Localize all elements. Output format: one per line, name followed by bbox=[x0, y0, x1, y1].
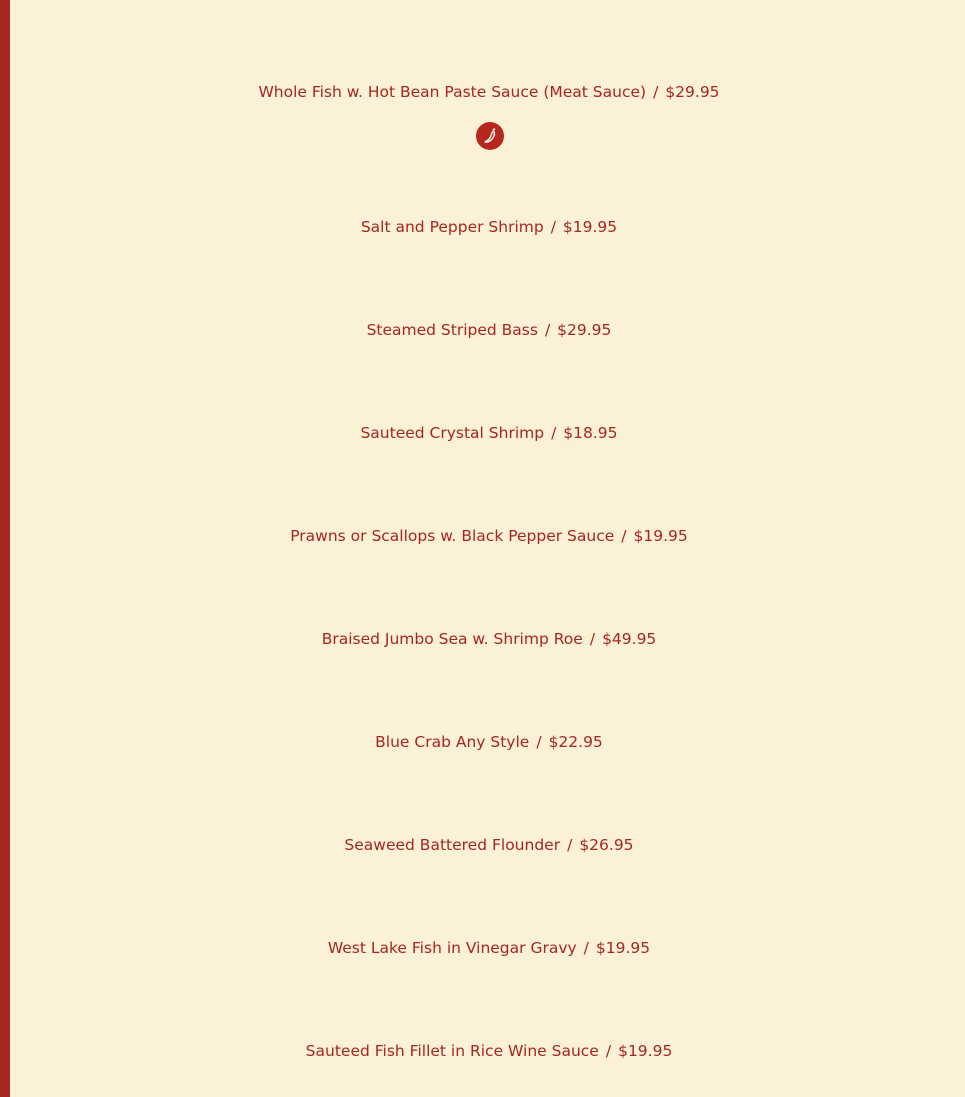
menu-item-separator: / bbox=[551, 424, 557, 442]
menu-item-separator: / bbox=[589, 630, 596, 648]
menu-item-name: Blue Crab Any Style bbox=[375, 733, 530, 751]
menu-item-price: $49.95 bbox=[602, 630, 657, 648]
menu-item-separator: / bbox=[567, 836, 573, 854]
menu-item-price: $19.95 bbox=[595, 939, 651, 957]
menu-item bbox=[10, 217, 965, 237]
menu-item-price: $22.95 bbox=[548, 733, 603, 751]
menu-item-separator: / bbox=[536, 733, 542, 751]
menu-item-separator: / bbox=[550, 218, 556, 236]
menu-item-name: Salt and Pepper Shrimp bbox=[360, 218, 544, 236]
menu-item-name: Sauteed Fish Fillet in Rice Wine Sauce bbox=[305, 1042, 599, 1060]
menu-item-price: $18.95 bbox=[563, 424, 618, 442]
menu-item bbox=[10, 835, 965, 855]
menu-item-price: $29.95 bbox=[665, 83, 720, 101]
menu-item bbox=[10, 423, 965, 443]
menu-item-separator: / bbox=[621, 527, 627, 545]
seafood-menu-list bbox=[10, 0, 965, 1097]
menu-item-name: Braised Jumbo Sea w. Shrimp Roe bbox=[321, 630, 583, 648]
chili-pepper-icon bbox=[476, 122, 504, 150]
menu-item-price: $19.95 bbox=[633, 527, 688, 545]
left-accent-bar bbox=[0, 0, 10, 1097]
menu-item bbox=[10, 938, 965, 958]
menu-item-name: Whole Fish w. Hot Bean Paste Sauce (Meat Sauce) bbox=[258, 83, 647, 101]
menu-item-name: Sauteed Crystal Shrimp bbox=[360, 424, 545, 442]
menu-item bbox=[10, 526, 965, 546]
menu-item bbox=[10, 732, 965, 752]
menu-item-price: $29.95 bbox=[557, 321, 612, 339]
menu-item-separator: / bbox=[544, 321, 551, 339]
menu-item-name: Steamed Striped Bass bbox=[366, 321, 538, 339]
menu-item bbox=[10, 82, 965, 102]
menu-item-separator: / bbox=[583, 939, 589, 957]
menu-item bbox=[10, 1041, 965, 1061]
menu-item bbox=[10, 320, 965, 340]
menu-item-separator: / bbox=[605, 1042, 612, 1060]
menu-item-price: $26.95 bbox=[579, 836, 634, 854]
menu-item-price: $19.95 bbox=[562, 218, 618, 236]
menu-item-name: Seaweed Battered Flounder bbox=[344, 836, 561, 854]
menu-item-separator: / bbox=[653, 83, 659, 101]
menu-item-price: $19.95 bbox=[618, 1042, 673, 1060]
menu-item bbox=[10, 629, 965, 649]
menu-item-name: West Lake Fish in Vinegar Gravy bbox=[327, 939, 577, 957]
menu-item-name: Prawns or Scallops w. Black Pepper Sauce bbox=[290, 527, 615, 545]
